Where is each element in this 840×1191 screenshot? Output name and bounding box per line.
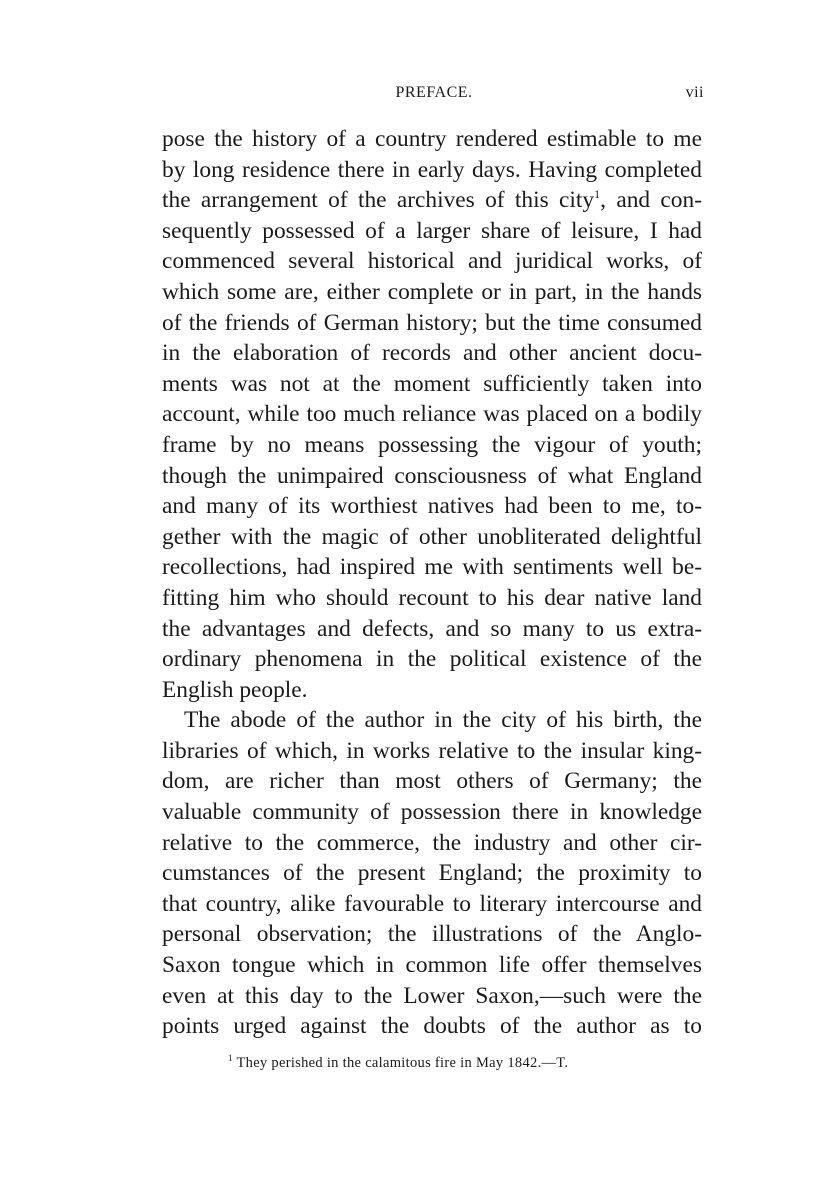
text-segment: , and con- [600,187,702,214]
text-line: points urged against the doubts of the author as to [162,1013,702,1040]
page-number: vii [685,84,704,101]
text-line: relative to the commerce, the industry and other cir- [162,829,702,856]
text-line: even at this day to the Lower Saxon,—such were the [162,982,702,1009]
footnote-reference: 1 [594,187,601,202]
page-title: PREFACE. [395,84,473,101]
text-line: sequently possessed of a larger share of leisure, I had [162,217,702,244]
text-line: personal observation; the illustrations of the Anglo- [162,921,702,948]
text-line: ordinary phenomena in the political existence of the [162,646,702,673]
running-head [162,84,706,108]
text-line: and many of its worthiest natives had been to me, to- [162,493,702,520]
footnote-text: They perished in the calamitous fire in May 1842.—T. [236,1055,569,1071]
text-line: commenced several historical and juridical works, of [162,248,702,275]
text-line: which some are, either complete or in part, in the hands [162,278,702,305]
text-line: Saxon tongue which in common life offer themselves [162,952,702,979]
text-line: that country, alike favourable to literary intercourse and [162,890,702,917]
text-line: in the elaboration of records and other ancient docu- [162,340,702,367]
body-text [162,124,702,1042]
text-line: dom, are richer than most others of Germany; the [162,768,702,795]
footnote-marker: 1 [228,1053,233,1063]
text-line: though the unimpaired consciousness of what England [162,462,702,489]
paragraph-first-line: The abode of the author in the city of his birth, the [184,707,702,734]
text-line: pose the history of a country rendered estimable to me [162,126,702,152]
text-segment: the arrangement of the archives of this city [162,187,595,214]
text-line: fitting him who should recount to his dear native land [162,584,702,611]
text-line: the advantages and defects, and so many to us extra- [162,615,702,642]
text-line: gether with the magic of other unobliterated delightful [162,523,702,550]
text-line: frame by no means possessing the vigour of youth; [162,431,702,458]
text-line: cumstances of the present England; the proximity to [162,860,702,887]
text-line: valuable community of possession there in knowledge [162,799,702,826]
text-line: by long residence there in early days. Having completed [162,156,702,183]
text-line [162,185,702,216]
text-line: recollections, had inspired me with sentiments well be- [162,554,702,581]
text-line: of the friends of German history; but the time consumed [162,309,702,336]
paragraph-last-line: English people. [162,676,308,703]
text-line: account, while too much reliance was placed on a bodily [162,401,702,428]
text-line: libraries of which, in works relative to the insular king- [162,737,702,764]
text-line: ments was not at the moment sufficiently taken into [162,370,702,397]
footnote [228,1055,568,1072]
